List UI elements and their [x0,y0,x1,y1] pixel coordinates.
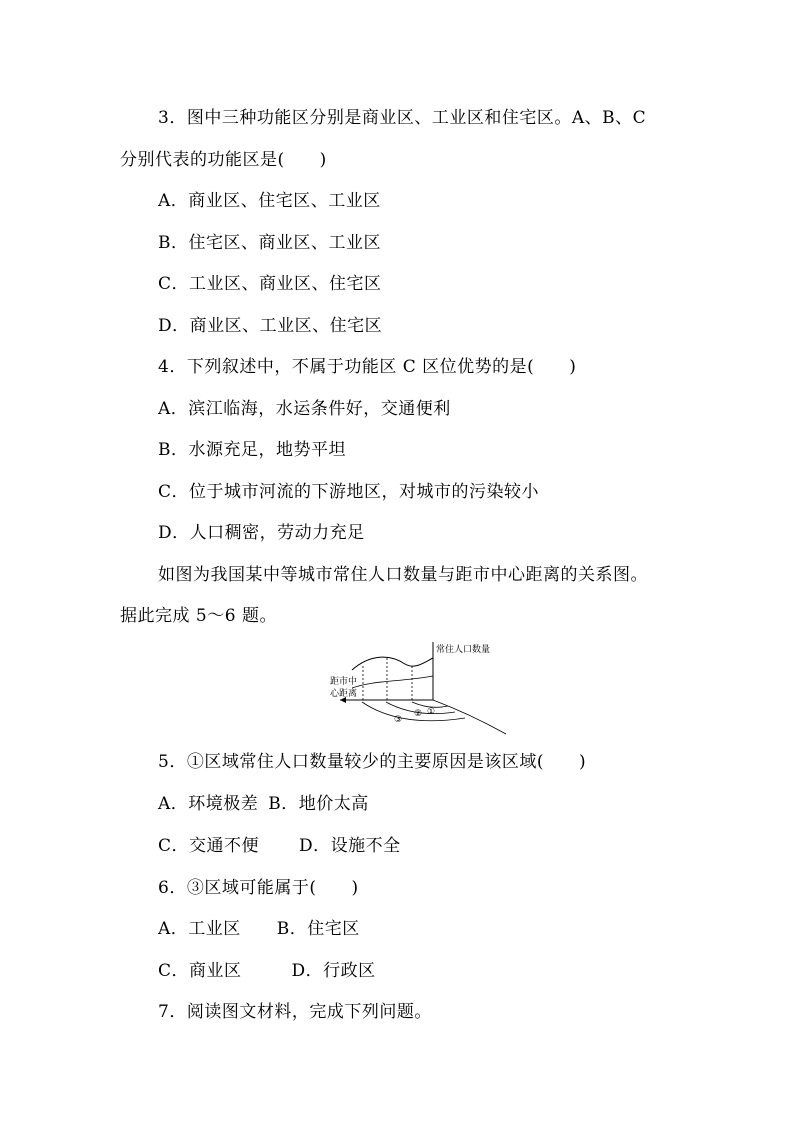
q5-option-b: B．地价太高 [268,794,369,814]
q4-option-b: B．水源充足，地势平坦 [158,440,346,460]
q5-stem: 5．①区域常住人口数量较少的主要原因是该区域( ) [158,752,587,772]
zone-1-label: ① [427,707,436,717]
q6-option-c: C．商业区 [158,961,242,981]
q5-options-row1 [158,792,369,816]
zone-2-label: ② [414,709,423,719]
q4-stem: 4．下列叙述中，不属于功能区 C 区位优势的是( ) [158,357,577,377]
q6-option-a: A．工业区 [158,919,241,939]
ring-edge [433,700,506,734]
q5-option-d: D．设施不全 [299,836,401,856]
q3-option-c: C．工业区、商业区、住宅区 [158,274,382,294]
q5-options-row2 [158,834,401,858]
intro-line2: 据此完成 5～6 题。 [120,606,277,626]
population-distance-diagram [330,636,520,736]
q7-stem: 7．阅读图文材料，完成下列问题。 [158,1002,432,1022]
x-axis-label-line2: 心距离 [330,689,358,699]
q4-option-a: A．滨江临海，水运条件好，交通便利 [158,399,451,419]
q6-options-row2 [158,959,376,983]
q5-option-c: C．交通不便 [158,836,260,856]
q3-option-b: B．住宅区、商业区、工业区 [158,233,381,253]
lower-curve [352,676,433,688]
population-curve [352,657,433,670]
q6-option-b: B．住宅区 [276,919,360,939]
intro-line1: 如图为我国某中等城市常住人口数量与距市中心距离的关系图。 [158,565,648,585]
y-axis-label: 常住人口数量 [436,645,491,655]
q6-options-row1 [158,917,360,941]
x-axis-label-line1: 距市中 [330,677,358,687]
zone-3-label: ③ [394,715,403,725]
q6-stem: 6．③区域可能属于( ) [158,878,359,898]
q4-option-d: D．人口稠密，劳动力充足 [158,523,365,543]
q3-option-a: A．商业区、住宅区、工业区 [158,191,381,211]
q3-stem-line2: 分别代表的功能区是( ) [120,150,327,170]
q3-stem-line1: 3．图中三种功能区分别是商业区、工业区和住宅区。A、B、C [158,108,647,128]
q5-option-a: A．环境极差 [158,794,259,814]
q3-option-d: D．商业区、工业区、住宅区 [158,316,383,336]
q4-option-c: C．位于城市河流的下游地区，对城市的污染较小 [158,482,540,502]
q6-option-d: D．行政区 [291,961,376,981]
